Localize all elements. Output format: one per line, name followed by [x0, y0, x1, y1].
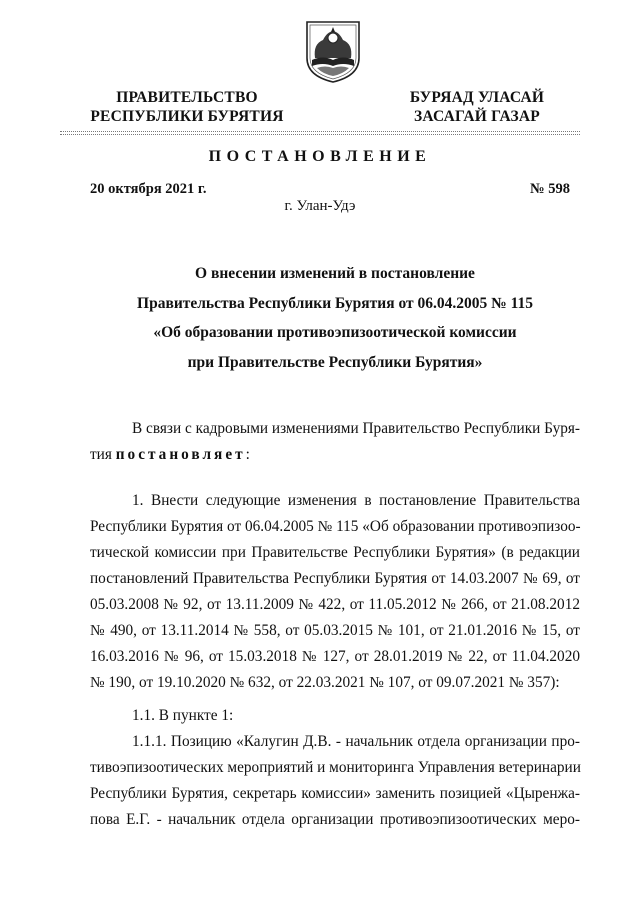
text-line: 05.03.2008 № 92, от 13.11.2009 № 422, от 11.05.2012 № 266, от 21.08.2012: [90, 596, 580, 613]
text-line: В связи с кадровыми изменениями Правительство Республики Буря-: [132, 420, 580, 437]
document-city: г. Улан-Удэ: [284, 198, 356, 214]
text-line: Республики Бурятия от 06.04.2005 № 115 «Об образовании противоэпизоо-: [90, 518, 581, 535]
text-line: 1.1.1. Позицию «Калугин Д.В. - начальник отдела организации про-: [132, 733, 580, 750]
header-left-line1: ПРАВИТЕЛЬСТВО: [116, 89, 258, 106]
text-line: [90, 442, 580, 468]
text-line: пова Е.Г. - начальник отдела организации противоэпизоотических меро-: [90, 811, 580, 828]
item-1-1-1-paragraph: [90, 729, 580, 833]
item-1-paragraph: [90, 488, 580, 696]
header-divider-2: [60, 134, 580, 135]
text-line: тивоэпизоотических мероприятий и мониторинга Управления ветеринарии: [90, 759, 581, 776]
header-left-line2: РЕСПУБЛИКИ БУРЯТИЯ: [90, 108, 284, 125]
text-line: № 490, от 13.11.2014 № 558, от 05.03.2015 № 101, от 21.01.2016 № 15, от: [90, 622, 580, 639]
text-line: постановлений Правительства Республики Бурятия от 14.03.2007 № 69, от: [90, 570, 580, 587]
title-line: при Правительстве Республики Бурятия»: [187, 353, 483, 371]
text-line: тической комиссии при Правительстве Республики Бурятия» (в редакции: [90, 544, 580, 561]
document-type: ПОСТАНОВЛЕНИЕ: [208, 148, 432, 165]
item-1-1-paragraph: [90, 703, 580, 729]
text-line: 1. Внести следующие изменения в постановление Правительства: [132, 492, 580, 509]
header-right-line2: ЗАСАГАЙ ГАЗАР: [414, 108, 540, 125]
header-government-ru: [82, 88, 292, 126]
title-line: Правительства Республики Бурятия от 06.04.2005 № 115: [137, 294, 533, 312]
document-title: [90, 259, 580, 377]
header-right-line1: БУРЯАД УЛАСАЙ: [409, 89, 545, 106]
header-government-bua: [392, 88, 562, 126]
document-date: 20 октября 2021 г.: [90, 181, 207, 197]
title-line: «Об образовании противоэпизоотической комиссии: [153, 324, 517, 341]
preamble-suffix: :: [245, 446, 250, 463]
preamble-prefix: тия: [90, 446, 116, 463]
title-line: О внесении изменений в постановление: [195, 265, 475, 282]
text-line: 16.03.2016 № 96, от 15.03.2018 № 127, от 28.01.2019 № 22, от 11.04.2020: [90, 648, 580, 665]
text-line: 1.1. В пункте 1:: [132, 707, 234, 724]
document-number: № 598: [530, 181, 570, 197]
decree-word: постановляет: [115, 446, 246, 463]
coat-of-arms-icon: [303, 18, 363, 84]
text-line: № 190, от 19.10.2020 № 632, от 22.03.2021 № 107, от 09.07.2021 № 357):: [90, 674, 560, 691]
preamble-paragraph: [90, 416, 580, 468]
header-divider: [60, 131, 580, 132]
text-line: Республики Бурятия, секретарь комиссии» заменить позицией «Цыренжа-: [90, 785, 580, 802]
